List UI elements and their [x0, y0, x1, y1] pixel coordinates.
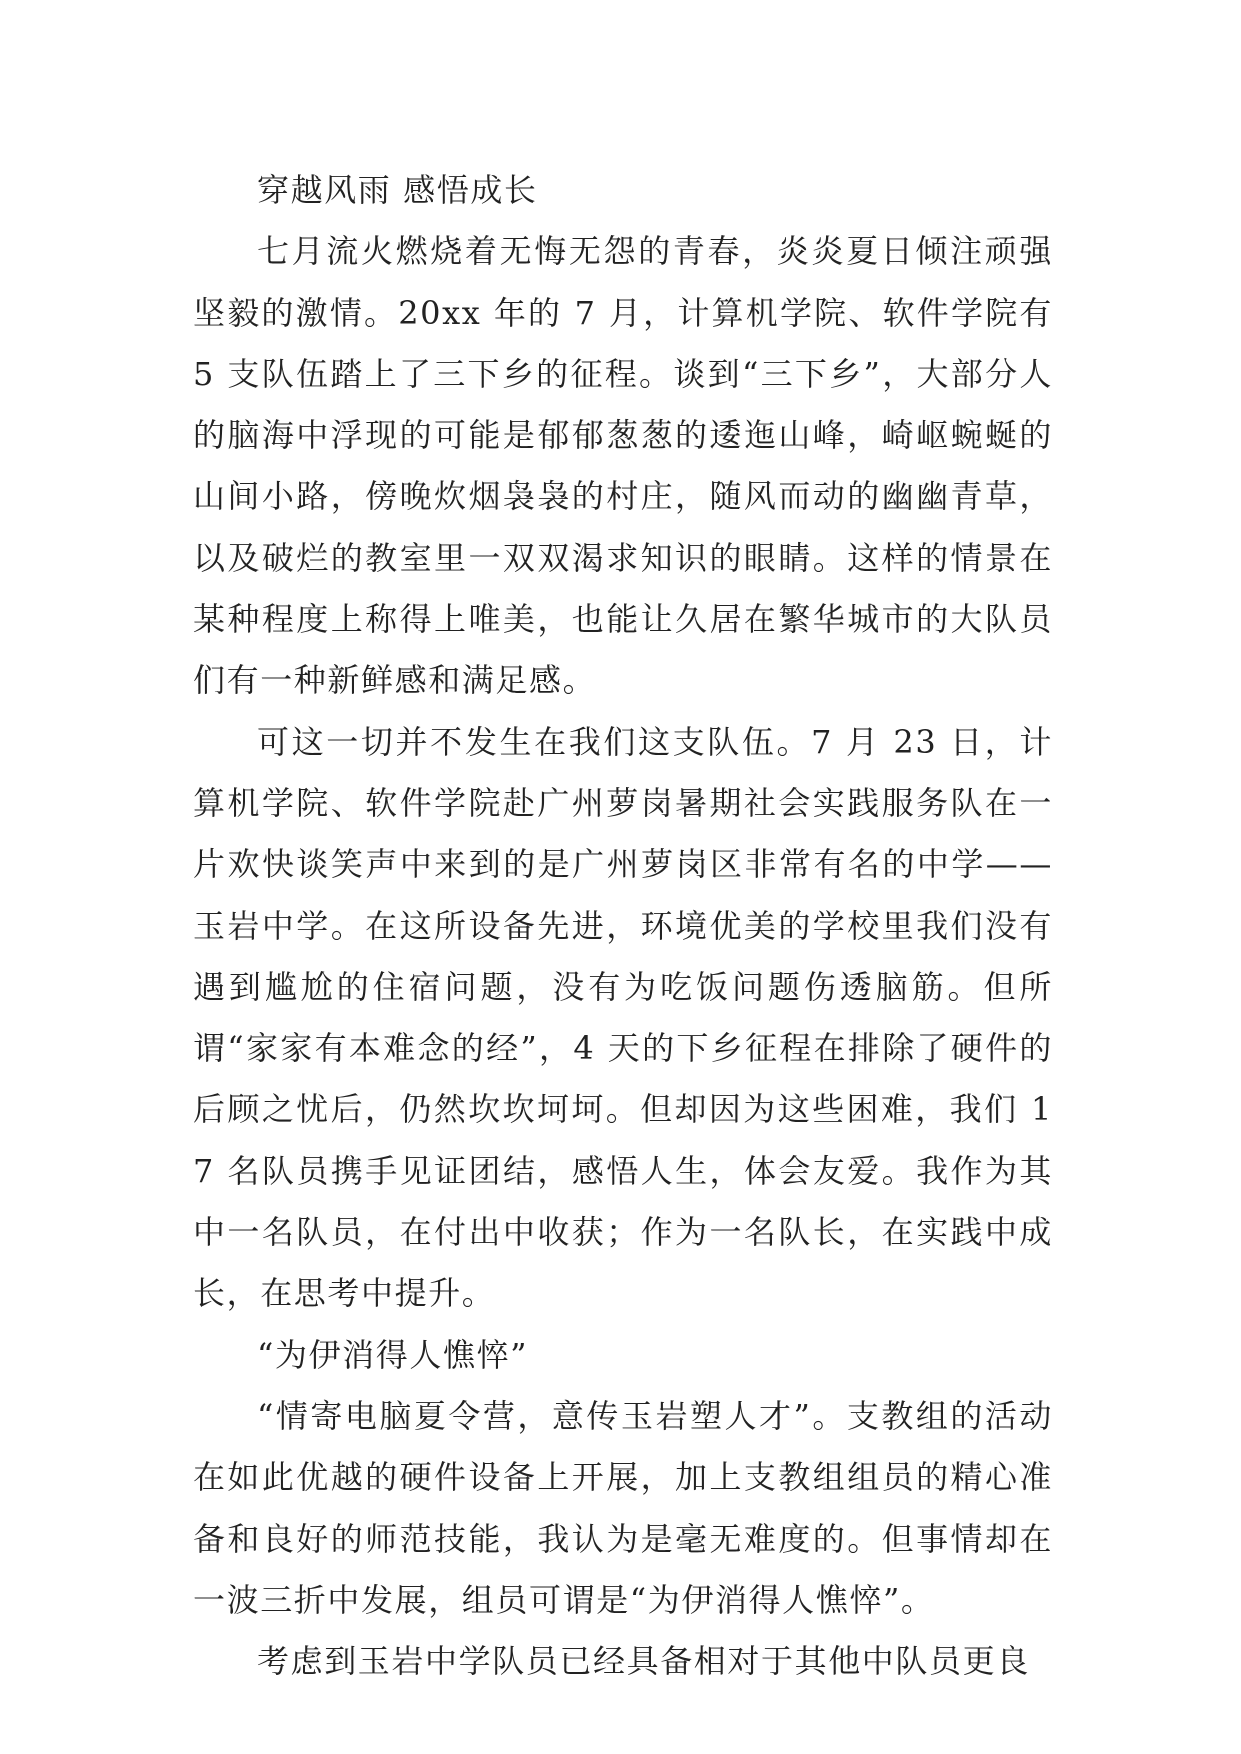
paragraph-4: 考虑到玉岩中学队员已经具备相对于其他中队员更良: [257, 1642, 1030, 1681]
paragraph-1: 七月流火燃烧着无悔无怨的青春，炎炎夏日倾注顽强坚毅的激情。20xx 年的 7 月，计算机学院、软件学院有 5 支队伍踏上了三下乡的征程。谈到“三下乡”，大部分人的脑海中浮现的可能是郁郁葱葱的逶迤山峰，崎岖蜿蜒的山间小路，傍晚炊烟袅袅的村庄，随风而动的幽幽青草，以及破烂的教室里一双双渴求知识的眼睛。这样的情景在某种程度上称得上唯美，也能让久居在繁华城市的大队员们有一种新鲜感和满足感。: [193, 232, 1053, 700]
document-body: [193, 160, 1053, 1692]
paragraph-3: “情寄电脑夏令营，意传玉岩塑人才”。支教组的活动在如此优越的硬件设备上开展，加上支教组组员的精心准备和良好的师范技能，我认为是毫无难度的。但事情却在一波三折中发展，组员可谓是“为伊消得人憔悴”。: [193, 1396, 1053, 1619]
paragraph-2: 可这一切并不发生在我们这支队伍。7 月 23 日，计算机学院、软件学院赴广州萝岗暑期社会实践服务队在一片欢快谈笑声中来到的是广州萝岗区非常有名的中学——玉岩中学。在这所设备先进，环境优美的学校里我们没有遇到尴尬的住宿问题，没有为吃饭问题伤透脑筋。但所谓“家家有本难念的经”，4 天的下乡征程在排除了硬件的后顾之忧后，仍然坎坎坷坷。但却因为这些困难，我们 17 名队员携手见证团结，感悟人生，体会友爱。我作为其中一名队员，在付出中收获；作为一名队长，在实践中成长，在思考中提升。: [193, 722, 1053, 1313]
document-title: 穿越风雨 感悟成长: [257, 171, 538, 209]
section-heading: “为伊消得人憔悴”: [257, 1335, 529, 1374]
